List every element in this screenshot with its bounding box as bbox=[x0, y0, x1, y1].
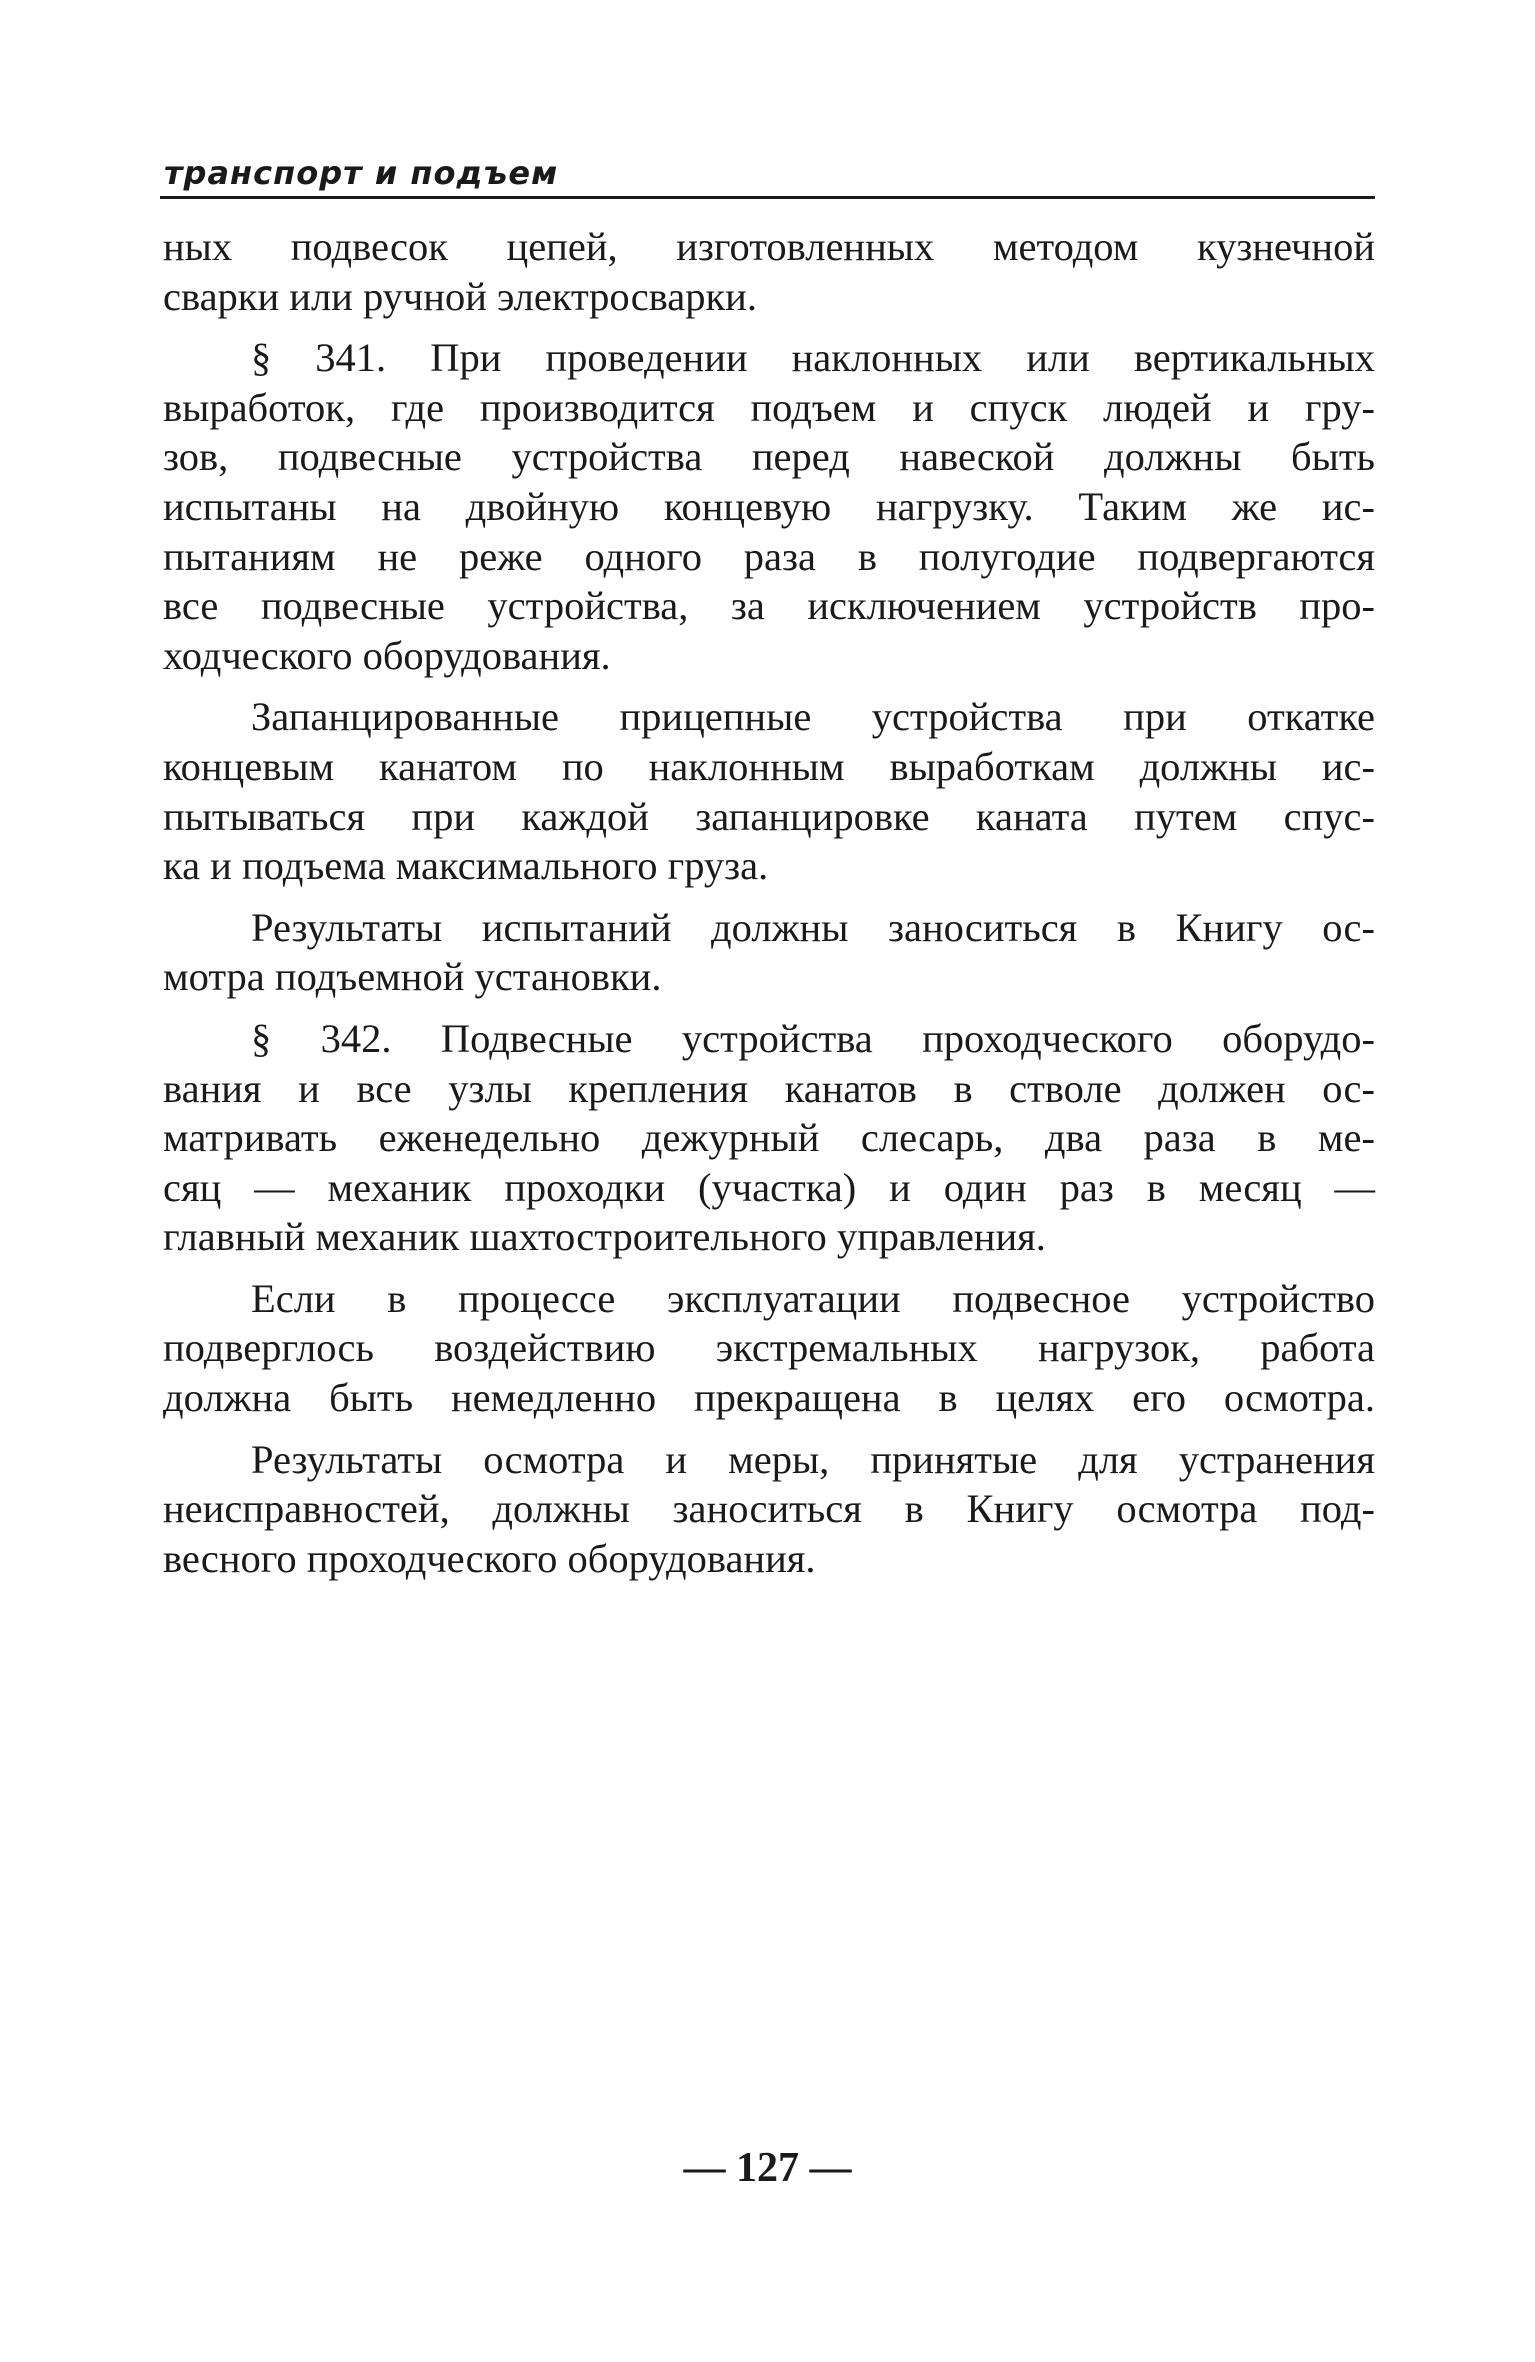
text-line: § 342. Подвесные устройства проходческого оборудо- bbox=[251, 1015, 1375, 1061]
text-line: сварки или ручной электросварки. bbox=[163, 273, 757, 319]
text-line: неисправностей, должны заноситься в Книгу осмотра под- bbox=[163, 1486, 1375, 1532]
text-line: Результаты испытаний должны заноситься в Книгу ос- bbox=[251, 904, 1375, 950]
text-line: ка и подъема максимального груза. bbox=[163, 843, 769, 889]
text-line: Если в процессе эксплуатации подвесное устройство bbox=[251, 1275, 1375, 1321]
text-line: Результаты осмотра и меры, принятые для устранения bbox=[251, 1436, 1375, 1482]
text-line: мотра подъемной установки. bbox=[163, 954, 662, 1000]
text-line: главный механик шахтостроительного управления. bbox=[163, 1214, 1046, 1260]
running-head bbox=[160, 150, 1375, 199]
paragraph-test-results bbox=[163, 903, 1375, 1002]
paragraph-inspection-results bbox=[163, 1435, 1375, 1584]
text-line: подверглось воздействию экстремальных нагрузок, работа bbox=[163, 1325, 1375, 1371]
page-number: — 127 — bbox=[683, 2145, 852, 2191]
text-line: должна быть немедленно прекращена в целях его осмотра. bbox=[163, 1375, 1375, 1421]
paragraph-341 bbox=[163, 333, 1375, 680]
paragraph-342 bbox=[163, 1014, 1375, 1262]
paragraph-continuation bbox=[163, 222, 1375, 321]
paragraph-extreme-loads bbox=[163, 1274, 1375, 1423]
text-line: вания и все узлы крепления канатов в стволе должен ос- bbox=[163, 1065, 1375, 1111]
text-line: испытаны на двойную концевую нагрузку. Таким же ис- bbox=[163, 483, 1375, 529]
text-line: ходческого оборудования. bbox=[163, 632, 611, 678]
text-line: Запанцированные прицепные устройства при откатке bbox=[251, 694, 1375, 740]
text-line: пытаниям не реже одного раза в полугодие подвергаются bbox=[163, 533, 1375, 579]
text-line: сяц — механик проходки (участка) и один раз в месяц — bbox=[163, 1164, 1375, 1210]
running-head-title: транспорт и подъем bbox=[164, 154, 559, 192]
paragraph-coupling-devices bbox=[163, 692, 1375, 890]
text-line: концевым канатом по наклонным выработкам должны ис- bbox=[163, 743, 1375, 789]
text-line: пытываться при каждой запанцировке каната путем спус- bbox=[163, 793, 1375, 839]
text-line: § 341. При проведении наклонных или вертикальных bbox=[251, 335, 1375, 381]
text-line: ных подвесок цепей, изготовленных методом кузнечной bbox=[163, 224, 1375, 269]
text-line: весного проходческого оборудования. bbox=[163, 1535, 816, 1581]
text-line: зов, подвесные устройства перед навеской должны быть bbox=[163, 434, 1375, 480]
page-body bbox=[163, 222, 1375, 1595]
text-line: все подвесные устройства, за исключением устройств про- bbox=[163, 583, 1375, 629]
text-line: выработок, где производится подъем и спуск людей и гру- bbox=[163, 384, 1375, 430]
text-line: матривать еженедельно дежурный слесарь, два раза в ме- bbox=[163, 1115, 1375, 1161]
